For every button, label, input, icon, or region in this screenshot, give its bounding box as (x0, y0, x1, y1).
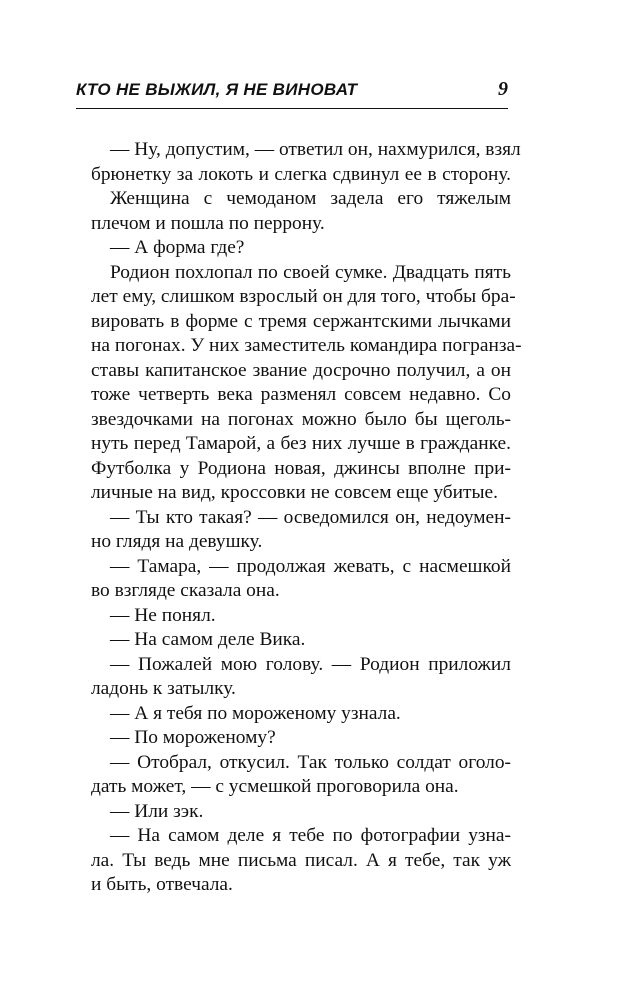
text-line: плечом и пошла по перрону. (91, 212, 325, 234)
text-line: — На самом деле я тебе по фотографии узна- (110, 825, 511, 846)
text-line: звездочками на погонах можно было бы щеголь- (91, 408, 511, 430)
text-line: брюнетку за локоть и слегка сдвинул ее в сторону. (91, 163, 511, 185)
text-line: ставы капитанское звание досрочно получил, а он (91, 359, 511, 381)
text-line: — По мороженому? (110, 727, 276, 748)
text-line: — А форма где? (110, 237, 245, 258)
text-line: — Ты кто такая? — осведомился он, недоумен- (110, 506, 511, 528)
text-line: вировать в форме с тремя сержантскими лычками (91, 310, 511, 332)
text-line: но глядя на девушку. (91, 531, 263, 552)
running-title: КТО НЕ ВЫЖИЛ, Я НЕ ВИНОВАТ (76, 80, 358, 99)
text-line: Родион похлопал по своей сумке. Двадцать пять (110, 261, 511, 283)
text-line: — Или зэк. (110, 800, 204, 822)
text-line: — Ну, допустим, — ответил он, нахмурился, взял (110, 139, 521, 160)
text-line: дать может, — с усмешкой проговорила она. (91, 776, 459, 797)
text-line: нуть перед Тамарой, а без них лучше в гражданке. (91, 433, 511, 454)
text-line: и быть, отвечала. (91, 874, 233, 895)
text-line: — Отобрал, откусил. Так только солдат оголо- (110, 751, 511, 773)
text-line: — Тамара, — продолжая жевать, с насмешкой (110, 555, 511, 577)
running-head (76, 80, 508, 102)
text-line: во взгляде сказала она. (91, 580, 280, 601)
text-line: — На самом деле Вика. (110, 629, 306, 650)
text-line: — А я тебя по мороженому узнала. (110, 702, 401, 724)
text-line: тоже четверть века разменял совсем недавно. Со (91, 384, 511, 405)
text-line: Футболка у Родиона новая, джинсы вполне при- (91, 457, 511, 479)
text-line: ладонь к затылку. (91, 678, 236, 699)
header-rule (76, 108, 508, 109)
text-line: ла. Ты ведь мне письма писал. А я тебе, так уж (91, 849, 511, 871)
text-line: лет ему, слишком взрослый он для того, чтобы бра- (91, 286, 516, 307)
page-number: 9 (498, 78, 508, 100)
text-line: — Не понял. (110, 604, 216, 626)
text-line: Женщина с чемоданом задела его тяжелым (110, 188, 511, 209)
text-line: личные на вид, кроссовки не совсем еще убитые. (91, 482, 498, 503)
text-line: — Пожалей мою голову. — Родион приложил (110, 653, 511, 675)
text-line: на погонах. У них заместитель командира погранза- (91, 335, 522, 356)
body-text (91, 138, 522, 898)
